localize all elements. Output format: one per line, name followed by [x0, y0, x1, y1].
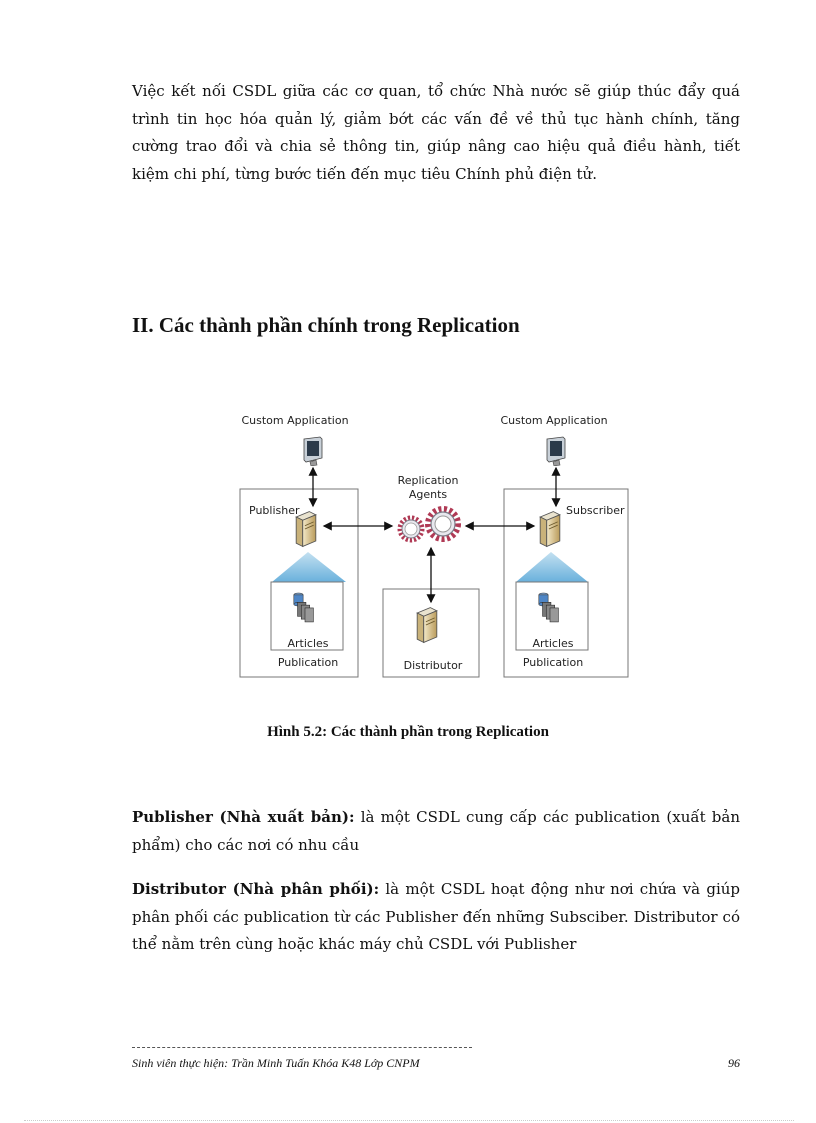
intro-paragraph: Việc kết nối CSDL giữa các cơ quan, tổ chức Nhà nước sẽ giúp thúc đẩy quá trình tin học hóa quản lý, giảm bớt các vấn đề về thủ tục hành chính, tăng cường trao đổi và chia sẻ thông tin, giúp nâng cao hiệu quả điều hành, tiết kiệm chi phí, từng bước tiến đến mục tiêu Chính phủ điện tử. [132, 82, 740, 183]
page-number: 96 [728, 1056, 740, 1070]
right-articles-label: Articles [532, 637, 574, 650]
publisher-text: là một CSDL cung cấp các publication (xuất bản phẩm) cho các nơi có nhu cầu [132, 808, 740, 854]
custom-app-right-label: Custom Application [500, 414, 608, 427]
page-footer [132, 1056, 740, 1071]
footer-divider [132, 1047, 472, 1048]
distributor-text: là một CSDL hoạt động như nơi chứa và giúp phân phối các publication từ các Publisher đến những Subsciber. Distributor có thể nằm trên cùng hoặc khác máy chủ CSDL với Publisher [132, 880, 740, 953]
replication-agents-label-1: Replication [397, 474, 459, 487]
distributor-term: Distributor (Nhà phân phối): [132, 880, 380, 898]
gear-small-icon [400, 518, 423, 541]
distributor-server-icon [417, 608, 437, 643]
left-monitor-icon [304, 437, 322, 466]
distributor-paragraph [132, 876, 740, 959]
page-bottom-edge [24, 1120, 794, 1121]
publisher-term: Publisher (Nhà xuất bản): [132, 808, 355, 826]
publisher-server-icon [296, 512, 316, 547]
figure-caption: Hình 5.2: Các thành phần trong Replication [267, 724, 549, 740]
subscriber-server-icon [540, 512, 560, 547]
right-monitor-icon [547, 437, 565, 466]
footer-student: Sinh viên thực hiện: Trần Minh Tuấn Khóa K48 Lớp CNPM [132, 1056, 420, 1070]
subscriber-label: Subscriber [566, 504, 625, 517]
gear-large-icon [428, 509, 458, 539]
publisher-label: Publisher [249, 504, 300, 517]
left-articles-label: Articles [287, 637, 329, 650]
section-heading: II. Các thành phần chính trong Replication [132, 313, 520, 337]
replication-agents-label-2: Agents [408, 488, 448, 501]
left-publication-label: Publication [277, 656, 339, 669]
custom-app-left-label: Custom Application [241, 414, 349, 427]
publisher-paragraph [132, 804, 740, 859]
distributor-label: Distributor [403, 659, 463, 672]
right-publication-label: Publication [522, 656, 584, 669]
replication-diagram [238, 404, 634, 684]
